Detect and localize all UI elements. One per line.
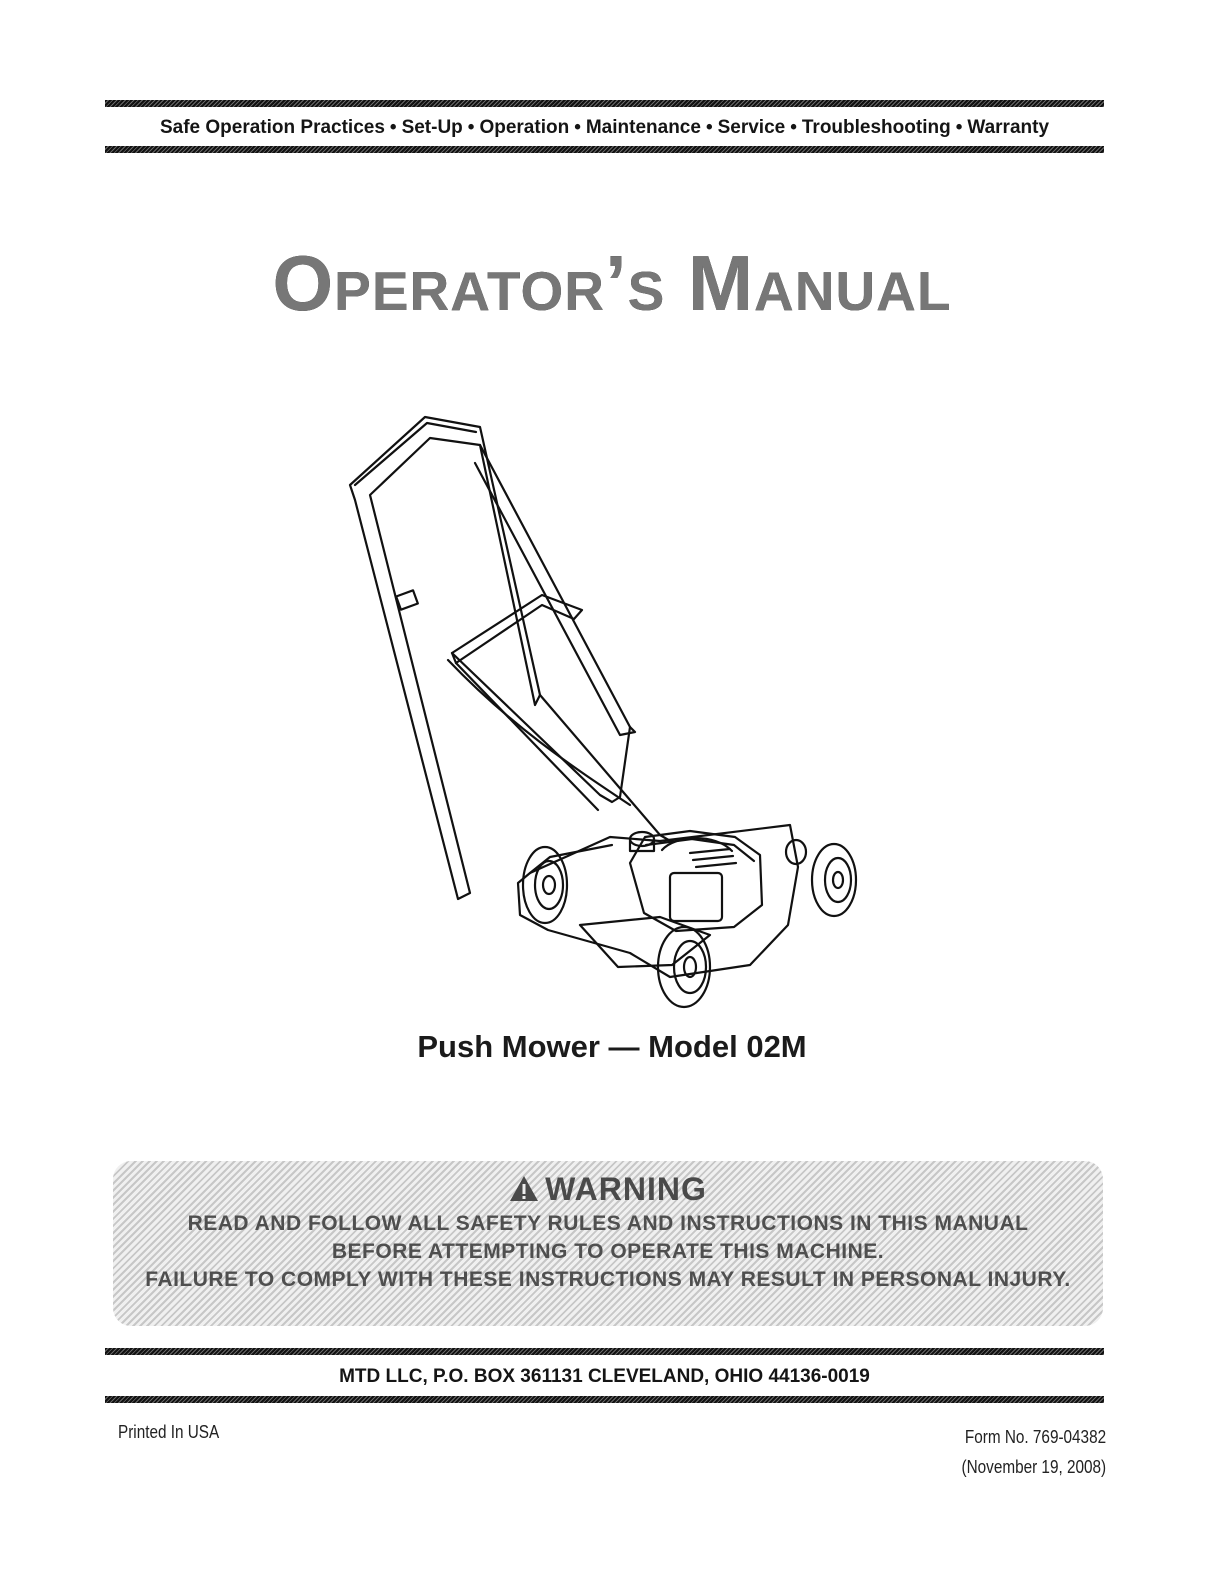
lawn-mower-illustration [330,405,870,1020]
wheel [523,847,567,923]
form-info [961,1422,1106,1482]
nav-separator: • [705,117,713,138]
nav-item-safe-operation: Safe Operation Practices [159,117,385,138]
top-rule-lower [105,146,1104,153]
printed-in: Printed In USA [118,1422,220,1442]
nav-separator: • [790,117,797,138]
form-number: Form No. 769-04382 [964,1427,1106,1447]
nav-item-maintenance: Maintenance [585,117,701,138]
nav-item-operation: Operation [479,117,570,138]
nav-item-service: Service [717,117,786,138]
nav-item-warranty: Warranty [967,117,1050,138]
bottom-rule-upper [105,1348,1104,1355]
warning-line-3: FAILURE TO COMPLY WITH THESE INSTRUCTIONS MAY RESULT IN PERSONAL INJURY. [145,1268,1071,1292]
page-title: Operator’s Manual [272,239,952,327]
nav-item-troubleshooting: Troubleshooting [801,117,951,138]
nav-item-setup: Set-Up [401,117,463,138]
company-address: MTD LLC, P.O. BOX 361131 CLEVELAND, OHIO 44136-0019 [339,1366,870,1387]
nav-separator: • [467,117,475,138]
warning-line-2: BEFORE ATTEMPTING TO OPERATE THIS MACHINE. [331,1240,885,1264]
warning-heading [113,1171,1103,1210]
form-date: (November 19, 2008) [961,1457,1106,1477]
nav-separator: • [389,117,397,138]
nav-separator: • [574,117,581,138]
section-nav [105,114,1104,142]
warning-heading-text: WARNING [545,1171,707,1207]
bottom-rule-lower [105,1396,1104,1403]
top-rule-upper [105,100,1104,107]
nav-separator: • [955,117,963,138]
warning-triangle-icon [509,1173,539,1210]
warning-line-1: READ AND FOLLOW ALL SAFETY RULES AND INSTRUCTIONS IN THIS MANUAL [187,1212,1029,1236]
warning-panel [113,1161,1103,1326]
model-title: Push Mower — Model 02M [417,1029,807,1064]
